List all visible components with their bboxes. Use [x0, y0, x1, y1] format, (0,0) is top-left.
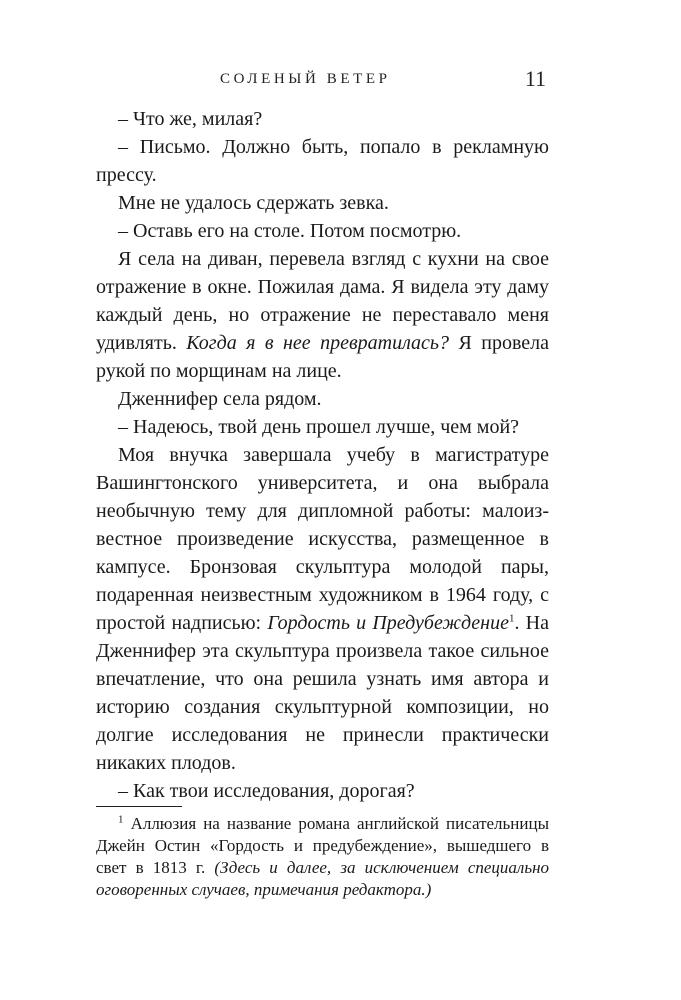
footnote-divider	[96, 806, 182, 807]
paragraph-7: – Надеюсь, твой день прошел лучше, чем мой?	[118, 416, 520, 438]
footnote	[96, 813, 549, 901]
paragraph-5-italic: Когда я в нее превратилась?	[186, 332, 450, 354]
paragraph-2: – Письмо. Должно быть, попало в рекламную прессу.	[96, 136, 549, 186]
paragraph-8	[96, 441, 549, 777]
paragraph-4: – Оставь его на столе. Потом посмотрю.	[118, 220, 462, 242]
running-header	[96, 66, 546, 96]
footnote-text-a: Аллюзия на название романа английской писательницы Джейн Остин «Гордость и предубеждение», вышедшего в свет в 1813 г.	[96, 814, 549, 877]
footnote-italic: (Здесь и далее, за исключением специально оговоренных случаев, примечания редактора.)	[96, 858, 550, 899]
paragraph-8-text-b: . На Дженнифер эта скульптура произвела такое сильное впечатление, что она решила узнать имя автора и историю создания скульптурной композиции, но долгие исследования не принесли практически никаких плодов.	[96, 612, 550, 774]
footnote-number: 1	[118, 813, 124, 826]
page-number: 11	[524, 66, 546, 91]
paragraph-9: – Как твои исследования, дорогая?	[118, 780, 415, 802]
running-title: СОЛЕНЫЙ ВЕТЕР	[220, 71, 391, 87]
paragraph-8-text-a: Моя внучка завершала учебу в магистратуре Вашингтонского университета, и она выбрала необычную тему для дипломной работы: малоизвестное произведение искусства, размещенное в кампусе. Бронзовая скульптура молодой пары, подаренная неизвестным художником в 1964 году, с простой надписью:	[96, 444, 549, 634]
paragraph-3: Мне не удалось сдержать зевка.	[118, 192, 389, 214]
footnote-reference-mark[interactable]: 1	[508, 612, 515, 625]
paragraph-6: Дженнифер села рядом.	[118, 388, 322, 410]
paragraph-8-italic: Гордость и Предубеждение	[267, 612, 509, 634]
paragraph-5-text-b: Я провела рукой по морщинам на лице.	[96, 332, 550, 382]
body-text	[96, 105, 549, 805]
paragraph-5-text-a: Я села на диван, перевела взгляд с кухни на свое отражение в окне. Пожилая дама. Я видела эту даму каждый день, но отражение не переставало меня удивлять.	[96, 248, 549, 354]
paragraph-5	[96, 245, 549, 385]
paragraph-1: – Что же, милая?	[118, 108, 263, 130]
